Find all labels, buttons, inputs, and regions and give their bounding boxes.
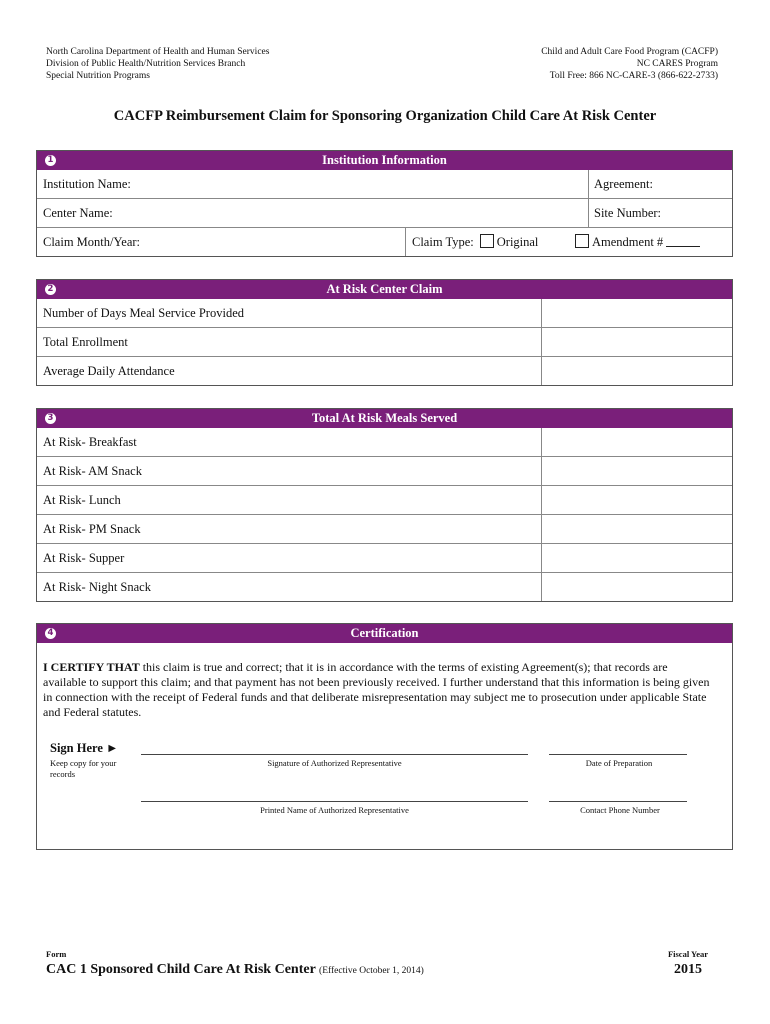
section-number-badge: 3 <box>45 413 56 424</box>
agreement-label: Agreement: <box>594 177 654 191</box>
amendment-checkbox[interactable] <box>575 234 589 248</box>
amendment-number-field[interactable] <box>666 236 700 247</box>
value-cell <box>541 357 542 385</box>
days-meal-service-row[interactable] <box>37 299 732 327</box>
value-cell <box>541 573 542 601</box>
center-name-row[interactable] <box>37 198 732 227</box>
breakfast-row[interactable] <box>37 428 732 456</box>
agency-header <box>46 46 269 82</box>
amendment-label: Amendment # <box>592 235 664 249</box>
document-title: CACFP Reimbursement Claim for Sponsoring Organization Child Care At Risk Center <box>113 108 657 124</box>
program-line-1: Child and Adult Care Food Program (CACFP) <box>541 47 718 57</box>
section-header <box>37 280 732 299</box>
section-heading: Institution Information <box>322 153 447 167</box>
fiscal-year-label: Fiscal Year <box>667 949 708 959</box>
value-cell <box>541 515 542 543</box>
column-divider <box>405 228 406 256</box>
original-label: Original <box>496 235 539 249</box>
average-daily-attendance-row[interactable] <box>37 356 732 385</box>
agency-line-2: Division of Public Health/Nutrition Services Branch <box>46 59 246 69</box>
form-title-text: CAC 1 Sponsored Child Care At Risk Center <box>46 962 316 977</box>
effective-date: (Effective October 1, 2014) <box>319 966 424 976</box>
institution-name-label: Institution Name: <box>43 177 131 191</box>
value-cell <box>541 544 542 572</box>
row-label: At Risk- Breakfast <box>43 435 137 449</box>
value-cell <box>541 328 542 356</box>
section-header <box>37 151 732 170</box>
agency-line-3: Special Nutrition Programs <box>46 71 150 81</box>
certification-section <box>36 623 733 850</box>
phone-field[interactable] <box>549 801 687 802</box>
value-cell <box>541 428 542 456</box>
certification-statement <box>43 660 712 720</box>
program-line-2: NC CARES Program <box>636 59 718 69</box>
sign-here-label: Sign Here ► <box>50 741 119 755</box>
certify-body: this claim is true and correct; that it is in accordance with the terms of existing Agreement(s); that records are available to support this claim; and that payment has not been previously received. I further understand that this information is being given in connection with the receipt of Federal funds and that deliberate misrepresentation may subject me to prosecution under applicable State and Federal statutes. <box>43 660 710 719</box>
row-label: Total Enrollment <box>43 335 128 349</box>
section-heading: Certification <box>350 626 419 640</box>
form-label: Form <box>46 949 67 959</box>
value-cell <box>541 299 542 327</box>
meals-served-section <box>36 408 733 602</box>
lunch-row[interactable] <box>37 485 732 514</box>
row-label: Number of Days Meal Service Provided <box>43 306 244 320</box>
row-label: At Risk- Night Snack <box>43 580 151 594</box>
value-cell <box>541 486 542 514</box>
row-label: At Risk- PM Snack <box>43 522 141 536</box>
signature-caption: Signature of Authorized Representative <box>267 758 402 768</box>
row-label: At Risk- Lunch <box>43 493 121 507</box>
section-header <box>37 624 732 643</box>
institution-name-row[interactable] <box>37 170 732 198</box>
section-number-badge: 4 <box>45 628 56 639</box>
claim-month-row <box>37 227 732 256</box>
institution-information-section <box>36 150 733 257</box>
total-enrollment-row[interactable] <box>37 327 732 356</box>
pm-snack-row[interactable] <box>37 514 732 543</box>
section-heading: Total At Risk Meals Served <box>311 411 458 425</box>
keep-copy-note: Keep copy for your records <box>50 758 117 779</box>
section-heading: At Risk Center Claim <box>326 282 443 296</box>
row-label: At Risk- Supper <box>43 551 125 565</box>
claim-type-label: Claim Type: <box>412 235 474 249</box>
supper-row[interactable] <box>37 543 732 572</box>
program-header <box>541 46 718 82</box>
date-caption: Date of Preparation <box>585 758 653 768</box>
program-line-3: Toll Free: 866 NC-CARE-3 (866-622-2733) <box>549 71 718 81</box>
center-name-label: Center Name: <box>43 206 113 220</box>
section-number-badge: 1 <box>45 155 56 166</box>
phone-caption: Contact Phone Number <box>580 805 660 815</box>
claim-month-year-label: Claim Month/Year: <box>43 235 140 249</box>
section-header <box>37 409 732 428</box>
site-number-label: Site Number: <box>594 206 662 220</box>
column-divider <box>588 199 589 227</box>
night-snack-row[interactable] <box>37 572 732 601</box>
date-field[interactable] <box>549 754 687 755</box>
column-divider <box>588 170 589 198</box>
agency-line-1: North Carolina Department of Health and Human Services <box>46 47 270 57</box>
fiscal-year-value: 2015 <box>674 962 702 977</box>
row-label: Average Daily Attendance <box>43 364 175 378</box>
signature-field[interactable] <box>141 754 528 755</box>
original-checkbox[interactable] <box>480 234 494 248</box>
row-label: At Risk- AM Snack <box>43 464 142 478</box>
printed-name-field[interactable] <box>141 801 528 802</box>
printed-name-caption: Printed Name of Authorized Representative <box>260 805 409 815</box>
section-number-badge: 2 <box>45 284 56 295</box>
certify-lead: I CERTIFY THAT <box>43 660 140 674</box>
claim-type-group <box>412 228 538 256</box>
value-cell <box>541 457 542 485</box>
form-title <box>46 962 424 978</box>
amendment-group <box>569 228 700 256</box>
am-snack-row[interactable] <box>37 456 732 485</box>
at-risk-center-claim-section <box>36 279 733 386</box>
